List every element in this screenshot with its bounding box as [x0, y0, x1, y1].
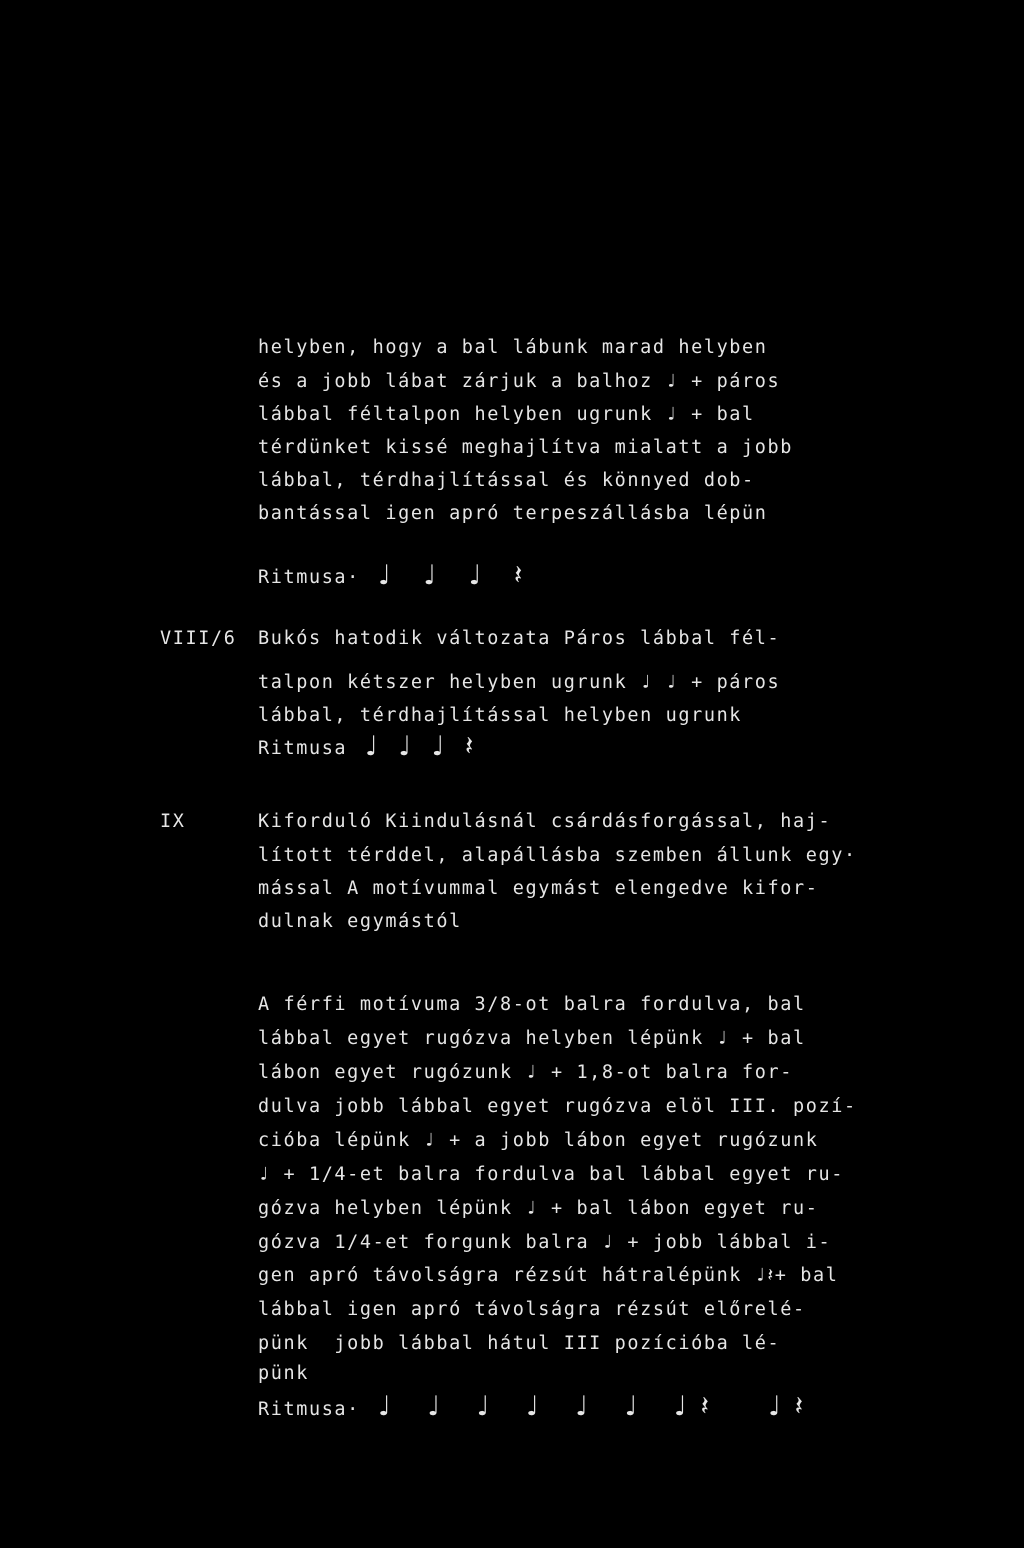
text-line: bantással igen apró terpeszállásba lépün	[258, 503, 768, 524]
text-line: dulnak egymástól	[258, 911, 462, 932]
text-line: dulva jobb lábbal egyet rugózva elöl III. pozí-	[258, 1096, 857, 1117]
text-line: lábbal, térdhajlítással és könnyed dob-	[258, 470, 755, 491]
text-line: lábbal egyet rugózva helyben lépünk ♩ + bal	[258, 1028, 806, 1049]
text-line: gózva 1/4-et forgunk balra ♩ + jobb lábbal i-	[258, 1232, 832, 1253]
text-line: és a jobb lábat zárjuk a balhoz ♩ + páros	[258, 371, 781, 392]
rhythm-label: Ritmusa·	[258, 567, 360, 588]
text-line: mással A motívummal egymást elengedve kifor-	[258, 878, 819, 899]
text-line: ♩ + 1/4-et balra fordulva bal lábbal egyet ru-	[258, 1164, 844, 1185]
text-line: térdünket kissé meghajlítva mialatt a jobb	[258, 437, 793, 458]
text-line: lábbal, térdhajlítással helyben ugrunk	[258, 705, 743, 726]
text-line: gen apró távolságra rézsút hátralépünk ♩𝄽+ bal	[258, 1265, 839, 1286]
text-line: talpon kétszer helyben ugrunk ♩ ♩ + páros	[258, 672, 781, 693]
text-line: helyben, hogy a bal lábunk marad helyben	[258, 337, 768, 358]
rhythm-notes: ♩ ♩ ♩ 𝄽	[365, 731, 480, 762]
section-number: VIII/6	[160, 628, 237, 649]
text-line: lábbal féltalpon helyben ugrunk ♩ + bal	[258, 404, 755, 425]
text-line: Kiforduló Kiindulásnál csárdásforgással, haj-	[258, 811, 832, 832]
rhythm-notes: ♩ ♩ ♩ ♩ ♩ ♩ ♩𝄽 ♩𝄽	[378, 1391, 818, 1422]
text-line: lábbal igen apró távolságra rézsút előrelé-	[258, 1299, 806, 1320]
rhythm-label: Ritmusa·	[258, 1399, 360, 1420]
text-line: Bukós hatodik változata Páros lábbal fél-	[258, 628, 781, 649]
text-line: lábon egyet rugózunk ♩ + 1,8-ot balra for-	[258, 1062, 793, 1083]
rhythm-notes: ♩ ♩ ♩ 𝄽	[378, 560, 535, 591]
text-line: pünk jobb lábbal hátul III pozícióba lé-	[258, 1333, 781, 1354]
text-line: A férfi motívuma 3/8-ot balra fordulva, bal	[258, 994, 806, 1015]
section-number: IX	[160, 811, 186, 832]
text-line: pünk	[258, 1363, 309, 1384]
text-line: gózva helyben lépünk ♩ + bal lábon egyet ru-	[258, 1198, 819, 1219]
text-line: lított térddel, alapállásba szemben állunk egy·	[258, 845, 857, 866]
text-line: cióba lépünk ♩ + a jobb lábon egyet rugózunk	[258, 1130, 819, 1151]
rhythm-label: Ritmusa	[258, 738, 348, 759]
